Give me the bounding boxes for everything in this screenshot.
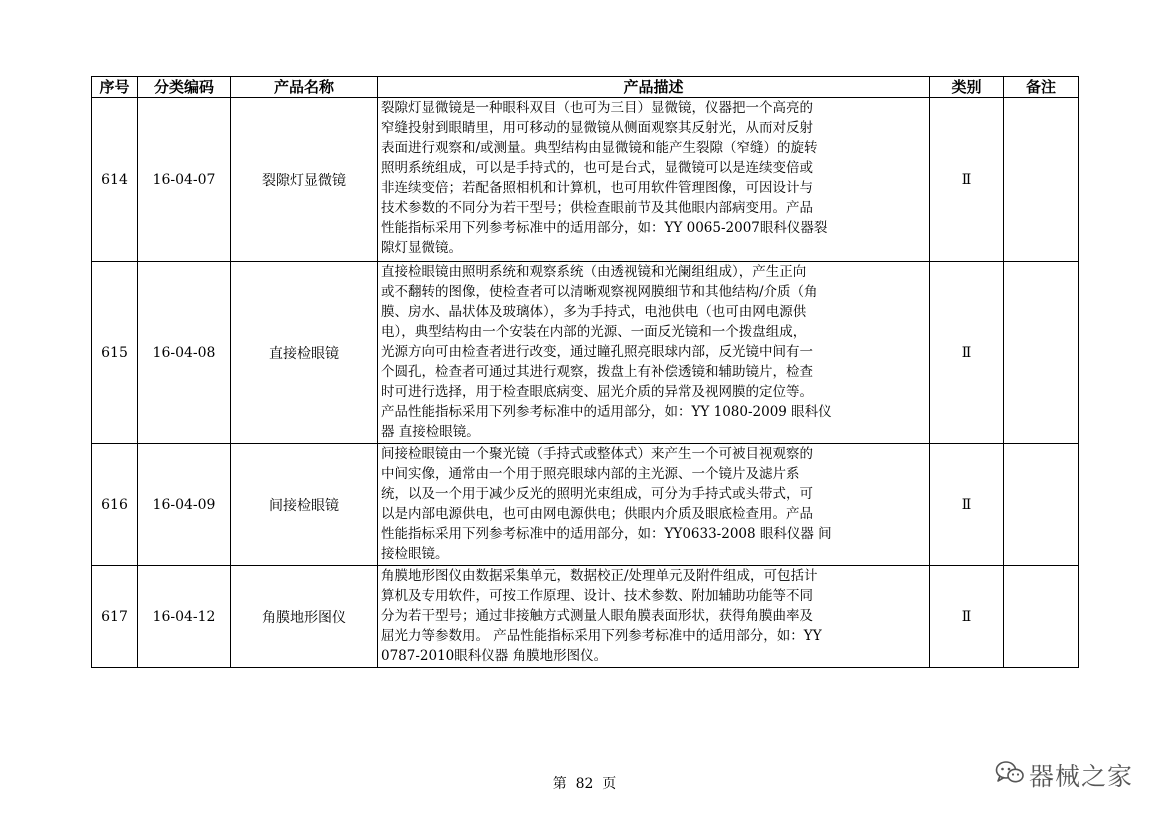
- cell-seq: 615: [92, 262, 138, 444]
- desc-line: 0787-2010眼科仪器 角膜地形图仪。: [381, 648, 608, 664]
- desc-line: 个圆孔，检查者可通过其进行观察，拨盘上有补偿透镜和辅助镜片，检查: [381, 364, 813, 380]
- cell-note: [1004, 98, 1079, 262]
- cell-desc: [378, 98, 930, 262]
- desc-line: 分为若干型号；通过非接触方式测量人眼角膜表面形状，获得角膜曲率及: [381, 608, 813, 624]
- cell-class: Ⅱ: [930, 98, 1004, 262]
- header-desc: 产品描述: [378, 77, 930, 98]
- desc-line: 性能指标采用下列参考标准中的适用部分，如：YY 0065-2007眼科仪器裂: [381, 220, 828, 236]
- cell-code: 16-04-07: [138, 98, 231, 262]
- desc-line: 直接检眼镜由照明系统和观察系统（由透视镜和光阑组组成），产生正向: [381, 264, 807, 280]
- cell-class: Ⅱ: [930, 444, 1004, 566]
- table-row: [92, 98, 1079, 262]
- desc-line: 时可进行选择，用于检查眼底病变、屈光介质的异常及视网膜的定位等。: [381, 384, 813, 400]
- cell-desc: [378, 262, 930, 444]
- desc-line: 隙灯显微镜。: [381, 240, 462, 256]
- cell-code: 16-04-12: [138, 566, 231, 668]
- cell-code: 16-04-08: [138, 262, 231, 444]
- desc-line: 电），典型结构由一个安装在内部的光源、一面反光镜和一个拨盘组成，: [381, 324, 807, 340]
- header-note: 备注: [1004, 77, 1079, 98]
- desc-line: 光源方向可由检查者进行改变，通过瞳孔照亮眼球内部，反光镜中间有一: [381, 344, 813, 360]
- desc-line: 以是内部电源供电，也可由网电源供电；供眼内介质及眼底检查用。产品: [381, 506, 813, 522]
- desc-line: 表面进行观察和/或测量。典型结构由显微镜和能产生裂隙（窄缝）的旋转: [381, 140, 818, 156]
- cell-class: Ⅱ: [930, 262, 1004, 444]
- product-catalog-table: [91, 76, 1079, 668]
- cell-desc: [378, 444, 930, 566]
- cell-code: 16-04-09: [138, 444, 231, 566]
- cell-seq: 614: [92, 98, 138, 262]
- cell-note: [1004, 262, 1079, 444]
- cell-seq: 617: [92, 566, 138, 668]
- cell-seq: 616: [92, 444, 138, 566]
- desc-line: 接检眼镜。: [381, 546, 449, 562]
- table-body: [92, 98, 1079, 668]
- desc-line: 屈光力等参数用。 产品性能指标采用下列参考标准中的适用部分，如：YY: [381, 628, 822, 644]
- header-name: 产品名称: [231, 77, 378, 98]
- table-row: [92, 566, 1079, 668]
- desc-line: 窄缝投射到眼睛里，用可移动的显微镜从侧面观察其反射光，从而对反射: [381, 120, 813, 136]
- desc-line: 性能指标采用下列参考标准中的适用部分，如：YY0633-2008 眼科仪器 间: [381, 526, 832, 542]
- desc-line: 产品性能指标采用下列参考标准中的适用部分，如：YY 1080-2009 眼科仪: [381, 404, 832, 420]
- desc-line: 角膜地形图仪由数据采集单元，数据校正/处理单元及附件组成，可包括计: [381, 568, 818, 584]
- page-number: 第 82 页: [552, 776, 617, 792]
- desc-line: 照明系统组成，可以是手持式的，也可是台式，显微镜可以是连续变倍或: [381, 160, 813, 176]
- cell-name: 角膜地形图仪: [231, 566, 378, 668]
- cell-class: Ⅱ: [930, 566, 1004, 668]
- cell-desc: [378, 566, 930, 668]
- desc-line: 器 直接检眼镜。: [381, 424, 480, 440]
- desc-line: 或不翻转的图像，使检查者可以清晰观察视网膜细节和其他结构/介质（角: [381, 284, 818, 300]
- cell-note: [1004, 566, 1079, 668]
- watermark-text: 器械之家: [1028, 762, 1133, 791]
- table-row: [92, 262, 1079, 444]
- cell-name: 直接检眼镜: [231, 262, 378, 444]
- desc-line: 非连续变倍；若配备照相机和计算机，也可用软件管理图像，可因设计与: [381, 180, 813, 196]
- cell-name: 裂隙灯显微镜: [231, 98, 378, 262]
- header-seq: 序号: [92, 77, 138, 98]
- desc-line: 中间实像，通常由一个用于照亮眼球内部的主光源、一个镜片及滤片系: [381, 466, 800, 482]
- table-header-row: [92, 77, 1079, 98]
- desc-line: 膜、房水、晶状体及玻璃体），多为手持式，电池供电（也可由网电源供: [381, 304, 807, 320]
- watermark-brand: [995, 757, 1133, 793]
- wechat-icon: [995, 760, 1025, 790]
- desc-line: 技术参数的不同分为若干型号；供检查眼前节及其他眼内部病变用。产品: [381, 200, 813, 216]
- header-code: 分类编码: [138, 77, 231, 98]
- desc-line: 统，以及一个用于减少反光的照明光束组成，可分为手持式或头带式，可: [381, 486, 813, 502]
- cell-name: 间接检眼镜: [231, 444, 378, 566]
- header-class: 类别: [930, 77, 1004, 98]
- desc-line: 裂隙灯显微镜是一种眼科双目（也可为三目）显微镜，仪器把一个高亮的: [381, 100, 813, 116]
- table-row: [92, 444, 1079, 566]
- desc-line: 间接检眼镜由一个聚光镜（手持式或整体式）来产生一个可被目视观察的: [381, 446, 813, 462]
- cell-note: [1004, 444, 1079, 566]
- desc-line: 算机及专用软件，可按工作原理、设计、技术参数、附加辅助功能等不同: [381, 588, 813, 604]
